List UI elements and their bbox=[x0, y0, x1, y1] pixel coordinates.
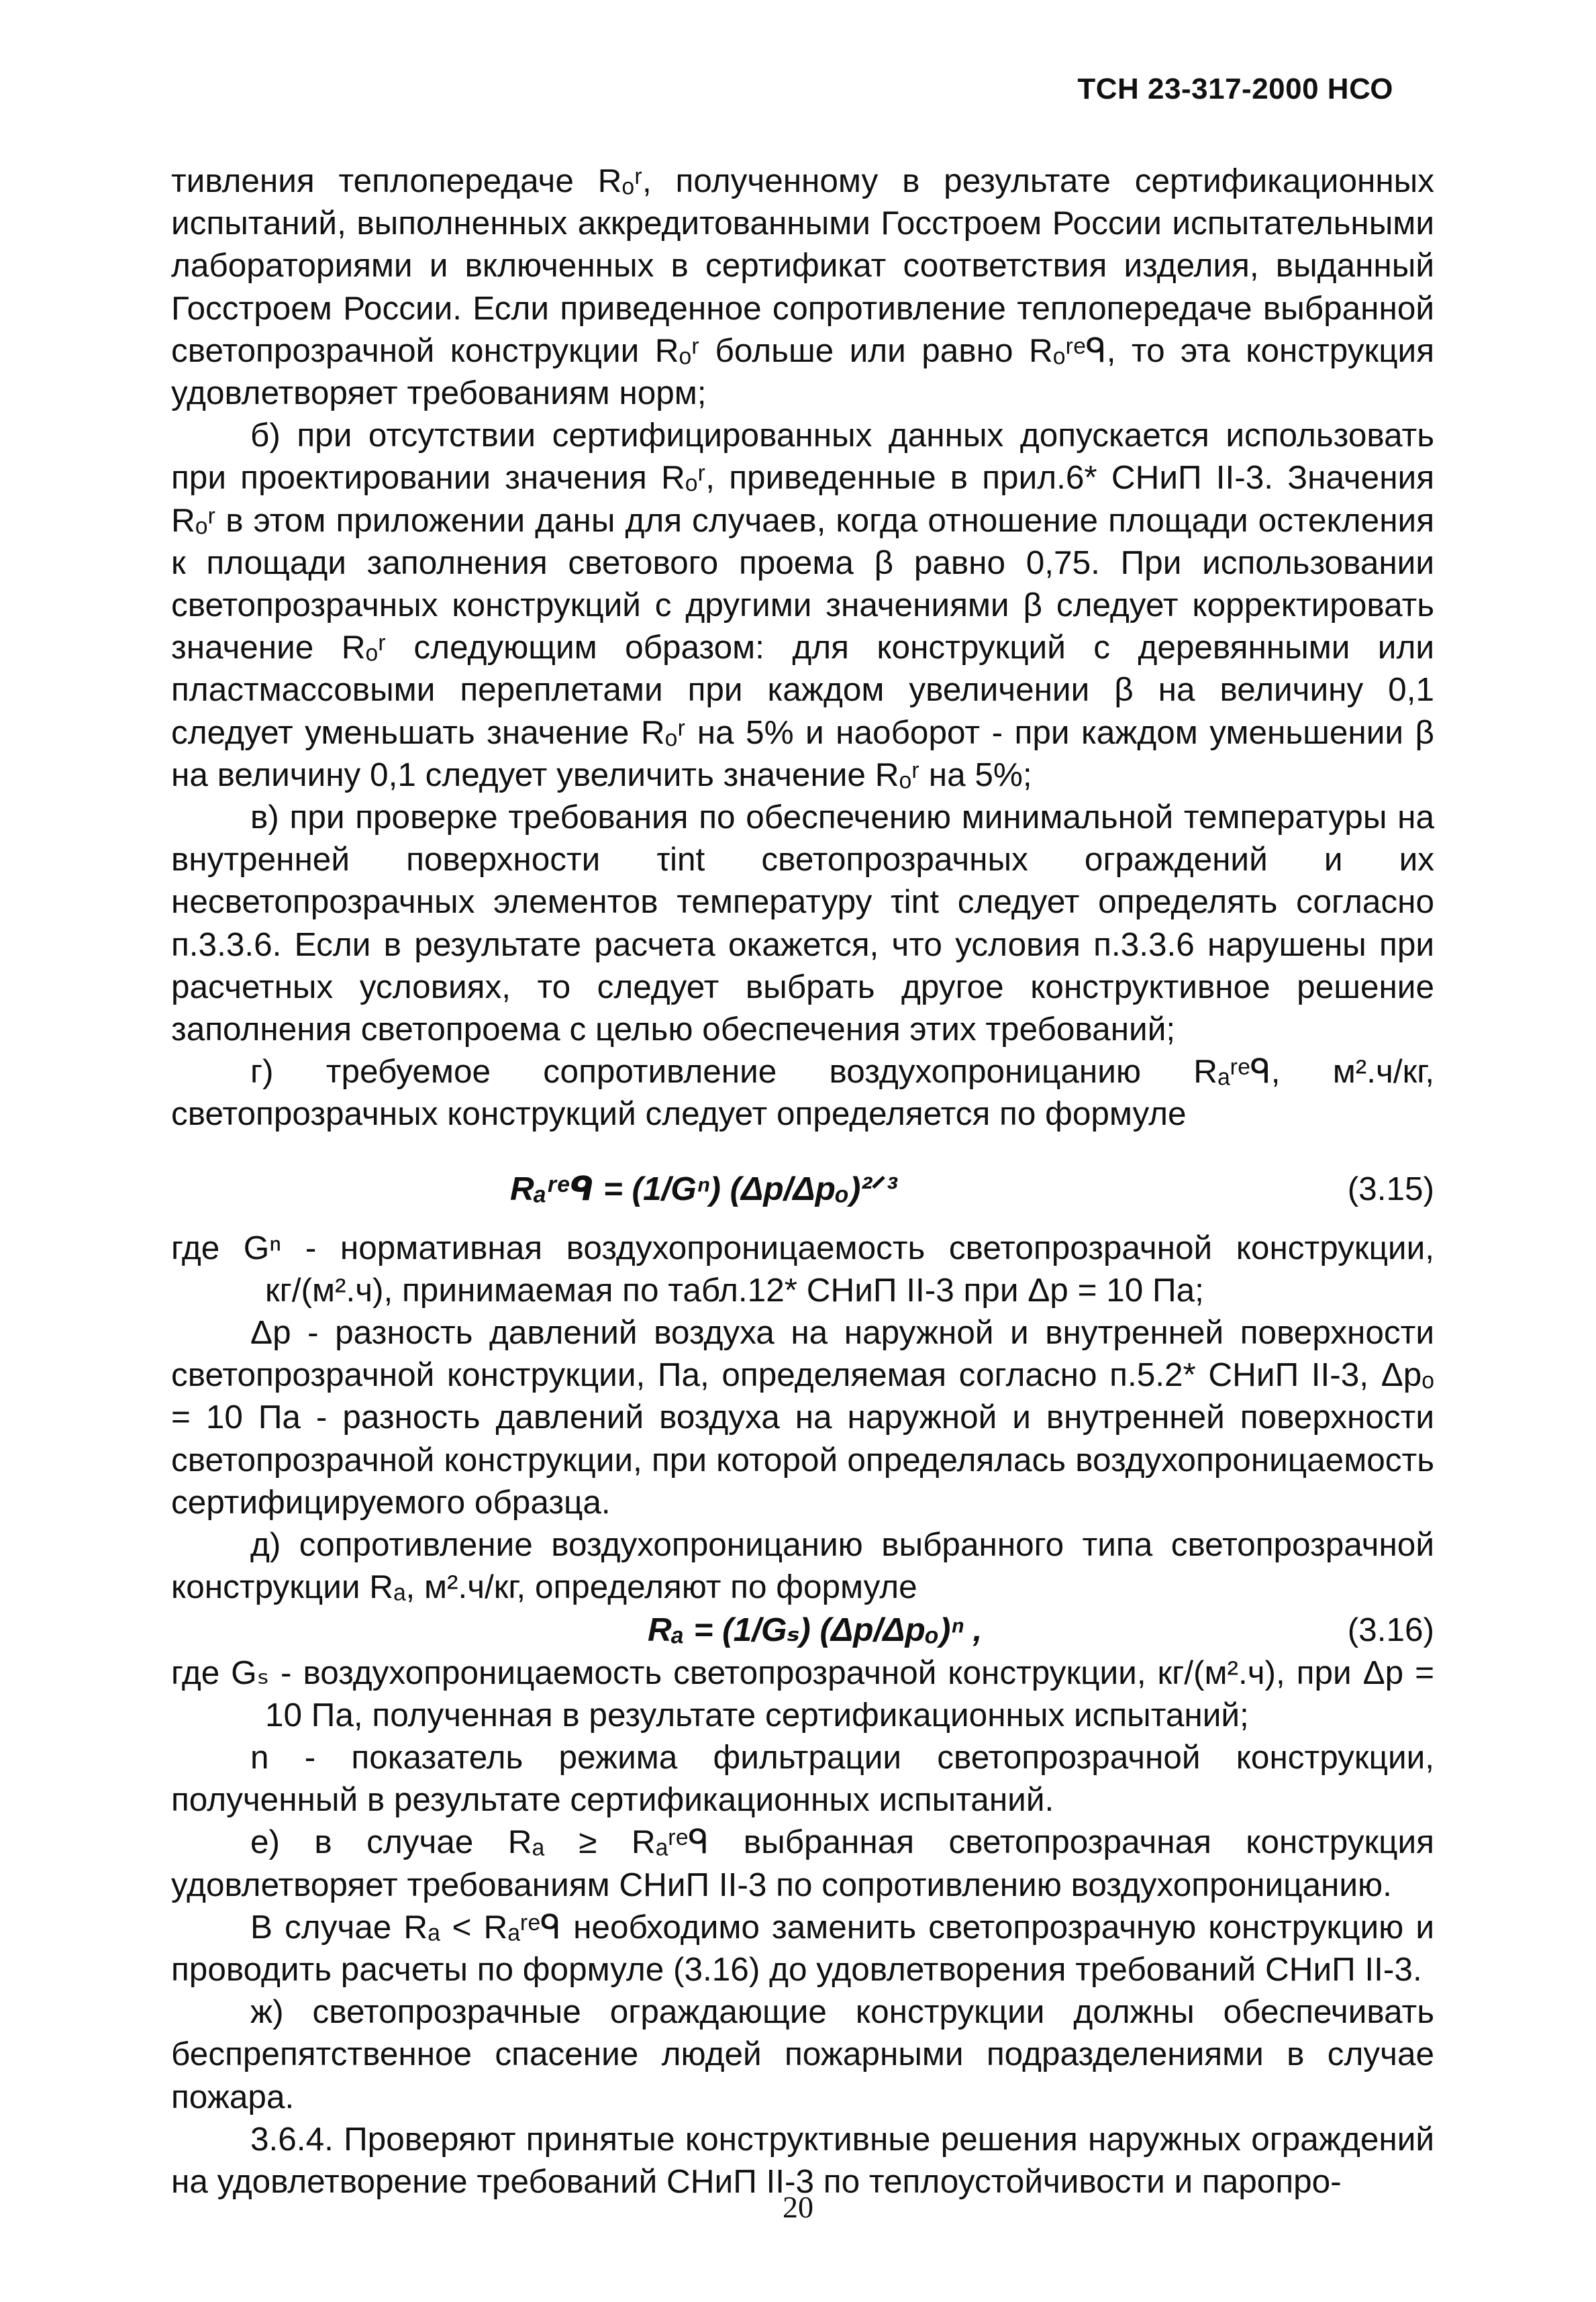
formula-3-16-number: (3.16) bbox=[1347, 1611, 1434, 1648]
formula-3-15-expression: Rₐʳᵉᑫ = (1/Gⁿ) (Δp/Δpₒ)²ᐟ³ bbox=[510, 1170, 897, 1207]
paragraph-b: б) при отсутствии сертифицированных данных допускается использовать при проектировании значения Rₒʳ, приведенные в прил.6* СНиП II-3. Значения Rₒʳ в этом приложении даны для случаев, когда отношение площади остекления к площади заполнения светового проема β равно 0,75. При использовании светопрозрачных конструкций с другими значениями β следует корректировать значение Rₒʳ следующим образом: для конструкций с деревянными или пластмассовыми переплетами при каждом увеличении β на величину 0,1 следует уменьшать значение Rₒʳ на 5% и наоборот - при каждом уменьшении β на величину 0,1 следует увеличить значение Rₒʳ на 5%; bbox=[171, 417, 1434, 793]
definition-delta-p: Δp - разность давлений воздуха на наружной и внутренней поверхности светопрозрачной конструкции, Па, определяемая согласно п.5.2* СНиП II-3, Δpₒ = 10 Па - разность давлений воздуха на наружной и внутренней поверхности светопрозрачной конструкции, при которой определялась воздухопроницаемость сертифицируемого образца. bbox=[171, 1314, 1434, 1521]
paragraph-continuation: тивления теплопередаче Rₒʳ, полученному в результате сертификационных испытаний, выполненных аккредитованными Госстроем России испытательными лабораториями и включенных в сертификат соответствия изделия, выданный Госстроем России. Если приведенное сопротивление теплопередаче выбранной светопрозрачной конструкции Rₒʳ больше или равно Rₒʳᵉᑫ, то эта конструкция удовлетворяет требованиям норм; bbox=[171, 162, 1434, 412]
paragraph-d: д) сопротивление воздухопроницанию выбранного типа светопрозрачной конструкции Rₐ, м².ч/кг, определяют по формуле bbox=[171, 1526, 1434, 1606]
paragraph-e: е) в случае Rₐ ≥ Rₐʳᵉᑫ выбранная светопрозрачная конструкция удовлетворяет требованиям СНиП II-3 по сопротивлению воздухопроницанию. bbox=[171, 1823, 1434, 1903]
paragraph-zh: ж) светопрозрачные ограждающие конструкции должны обеспечивать беспрепятственное спасение людей пожарными подразделениями в случае пожара. bbox=[171, 1993, 1434, 2115]
paragraph-v: в) при проверке требования по обеспечению минимальной температуры на внутренней поверхности τint светопрозрачных ограждений и их несветопрозрачных элементов температуру τint следует определять согласно п.3.3.6. Если в результате расчета окажется, что условия п.3.3.6 нарушены при расчетных условиях, то следует выбрать другое конструктивное решение заполнения светопроема с целью обеспечения этих требований; bbox=[171, 799, 1434, 1048]
definition-n: n - показатель режима фильтрации светопрозрачной конструкции, полученный в результате сертификационных испытаний. bbox=[171, 1738, 1434, 1819]
paragraph-g: г) требуемое сопротивление воздухопроницанию Rₐʳᵉᑫ, м².ч/кг, светопрозрачных конструкций следует определяется по формуле bbox=[171, 1053, 1434, 1133]
page-number: 20 bbox=[783, 2190, 813, 2224]
formula-3-16-expression: Rₐ = (1/Gₛ) (Δp/Δpₒ)ⁿ , bbox=[648, 1611, 983, 1648]
definition-gs: где Gₛ - воздухопроницаемость светопрозрачной конструкции, кг/(м².ч), при Δp = 10 Па, полученная в результате сертификационных испытаний; bbox=[171, 1654, 1434, 1734]
paragraph-3-6-4: 3.6.4. Проверяют принятые конструктивные решения наружных ограждений на удовлетворение требований СНиП II-3 по теплоустойчивости и паропро- bbox=[171, 2120, 1434, 2200]
formula-3-16 bbox=[171, 1609, 1434, 1652]
document-code-header: ТСН 23-317-2000 НСО bbox=[1077, 72, 1393, 105]
definition-gn: где Gⁿ - нормативная воздухопроницаемость светопрозрачной конструкции, кг/(м².ч), принимаемая по табл.12* СНиП II-3 при Δp = 10 Па; bbox=[171, 1229, 1434, 1309]
formula-3-15-number: (3.15) bbox=[1347, 1170, 1434, 1207]
body-text bbox=[171, 160, 1434, 2203]
formula-3-15 bbox=[171, 1162, 1434, 1217]
paragraph-else-case: В случае Rₐ < Rₐʳᵉᑫ необходимо заменить светопрозрачную конструкцию и проводить расчеты по формуле (3.16) до удовлетворения требований СНиП II-3. bbox=[171, 1908, 1434, 1988]
